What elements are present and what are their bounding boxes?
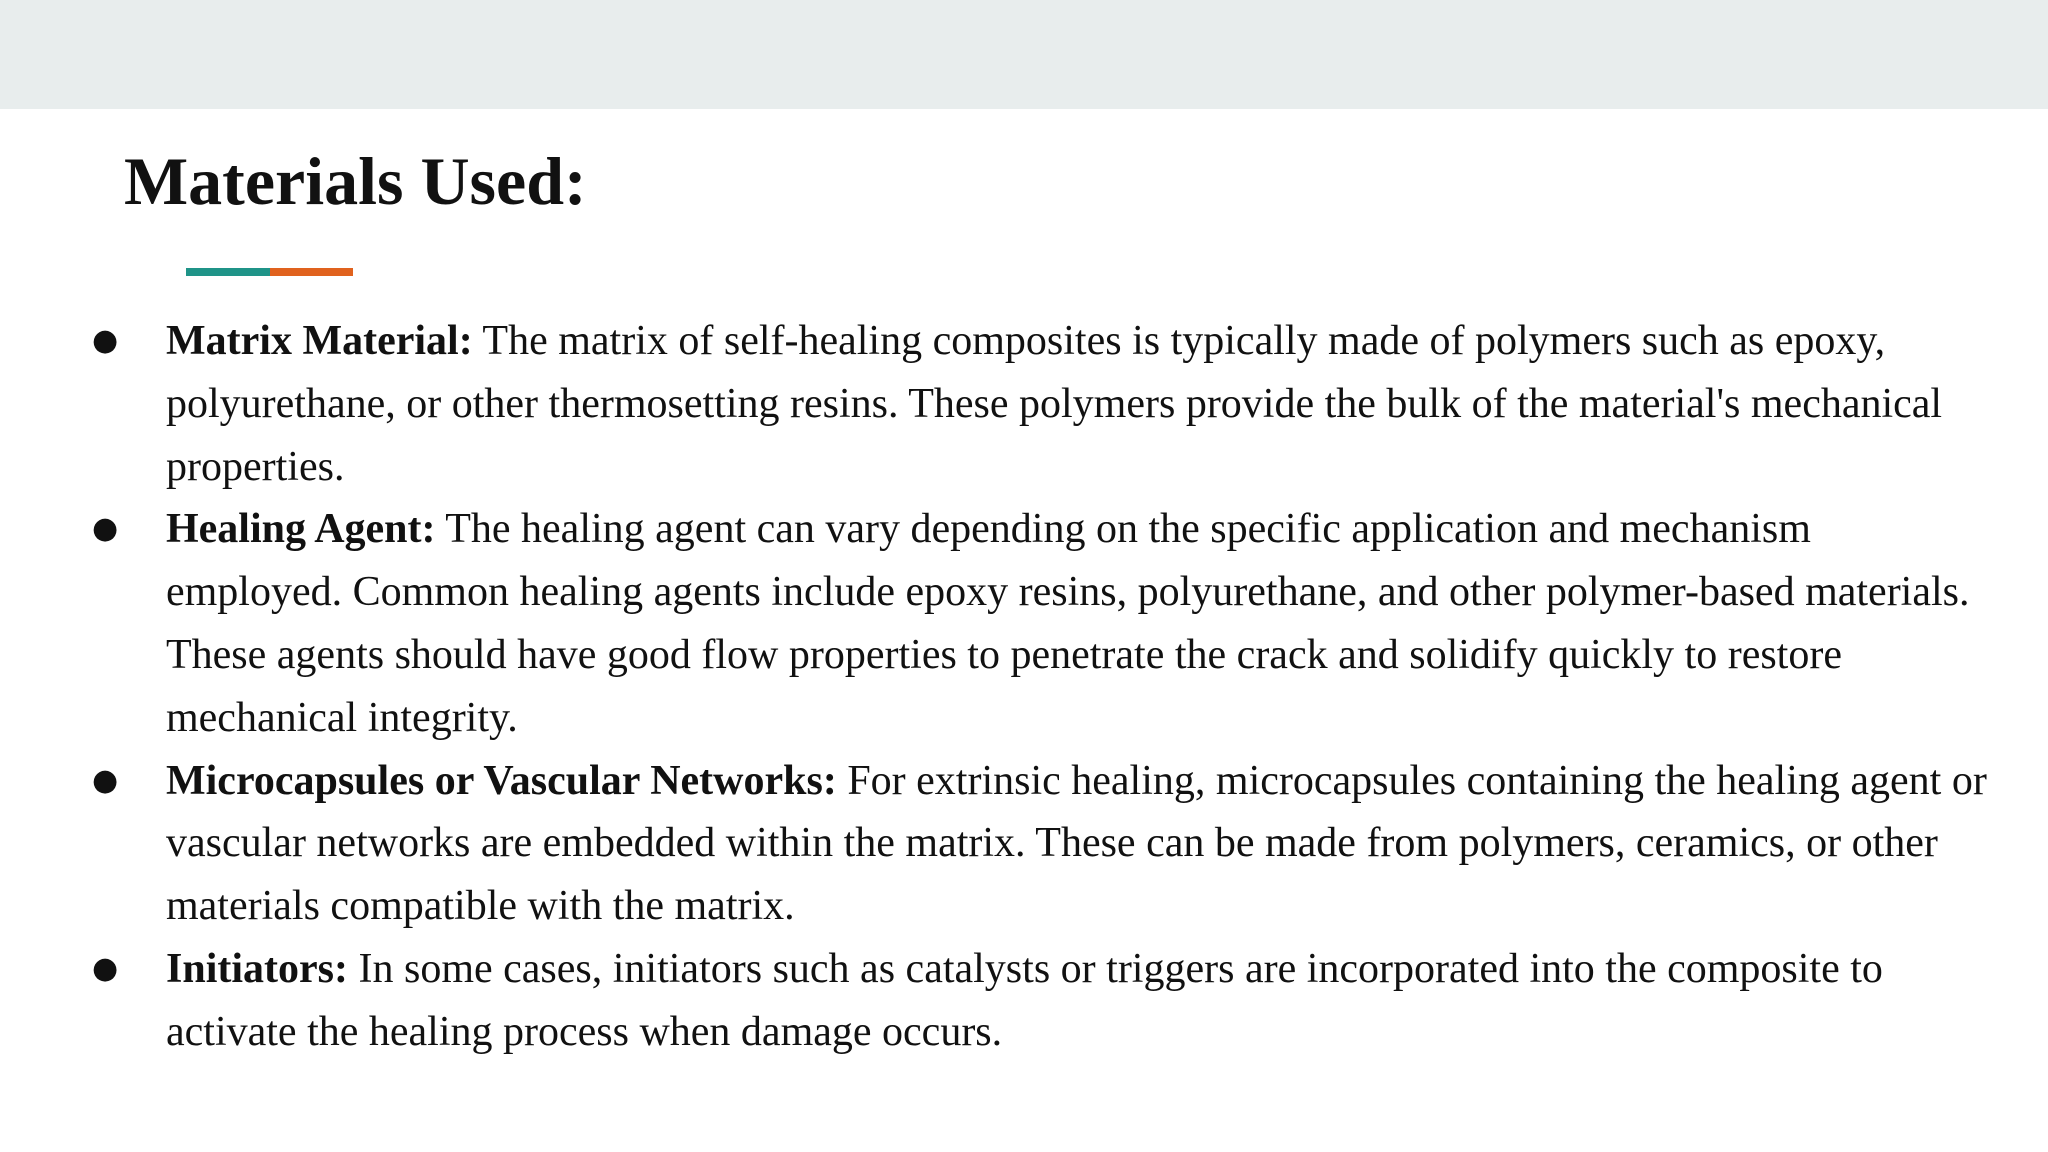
bullet-dot: ● (92, 511, 119, 547)
bullet-term: Microcapsules or Vascular Networks: (166, 757, 837, 804)
bullet-text: The healing agent can vary depending on the specific application and mechanism employed. Common healing agents include epoxy resins, polyurethane, and other polymer-based materials. These agents should have good flow properties to penetrate the crack and solidify quickly to restore mechanical integrity. (166, 506, 1970, 741)
slide-title: Materials Used: (124, 143, 587, 219)
bullet-item-initiators (0, 938, 2048, 1064)
bullet-dot: ● (92, 323, 119, 358)
accent-bar-orange (270, 268, 353, 276)
bullet-item-microcapsules (0, 750, 2048, 938)
header-band (0, 0, 2048, 109)
title-accent-bar (186, 268, 353, 276)
bullet-item-healing-agent (0, 498, 2048, 749)
bullet-dot: ● (92, 950, 119, 986)
bullet-text: The matrix of self-healing composites is typically made of polymers such as epoxy, polyurethane, or other thermosetting resins. These polymers provide the bulk of the material's mechanical properties. (166, 318, 1943, 490)
bullet-list (0, 310, 2048, 1064)
bullet-text: For extrinsic healing, microcapsules containing the healing agent or vascular networks are embedded within the matrix. These can be made from polymers, ceramics, or other materials compatible with the matrix. (166, 757, 1987, 930)
bullet-text: In some cases, initiators such as catalysts or triggers are incorporated into the composite to activate the healing process when damage occurs. (166, 945, 1883, 1055)
accent-bar-teal (186, 268, 270, 276)
bullet-item-matrix-material (0, 310, 2048, 498)
bullet-term: Matrix Material: (166, 318, 473, 364)
bullet-term: Initiators: (166, 945, 348, 992)
bullet-term: Healing Agent: (166, 506, 436, 553)
bullet-dot: ● (92, 762, 119, 798)
